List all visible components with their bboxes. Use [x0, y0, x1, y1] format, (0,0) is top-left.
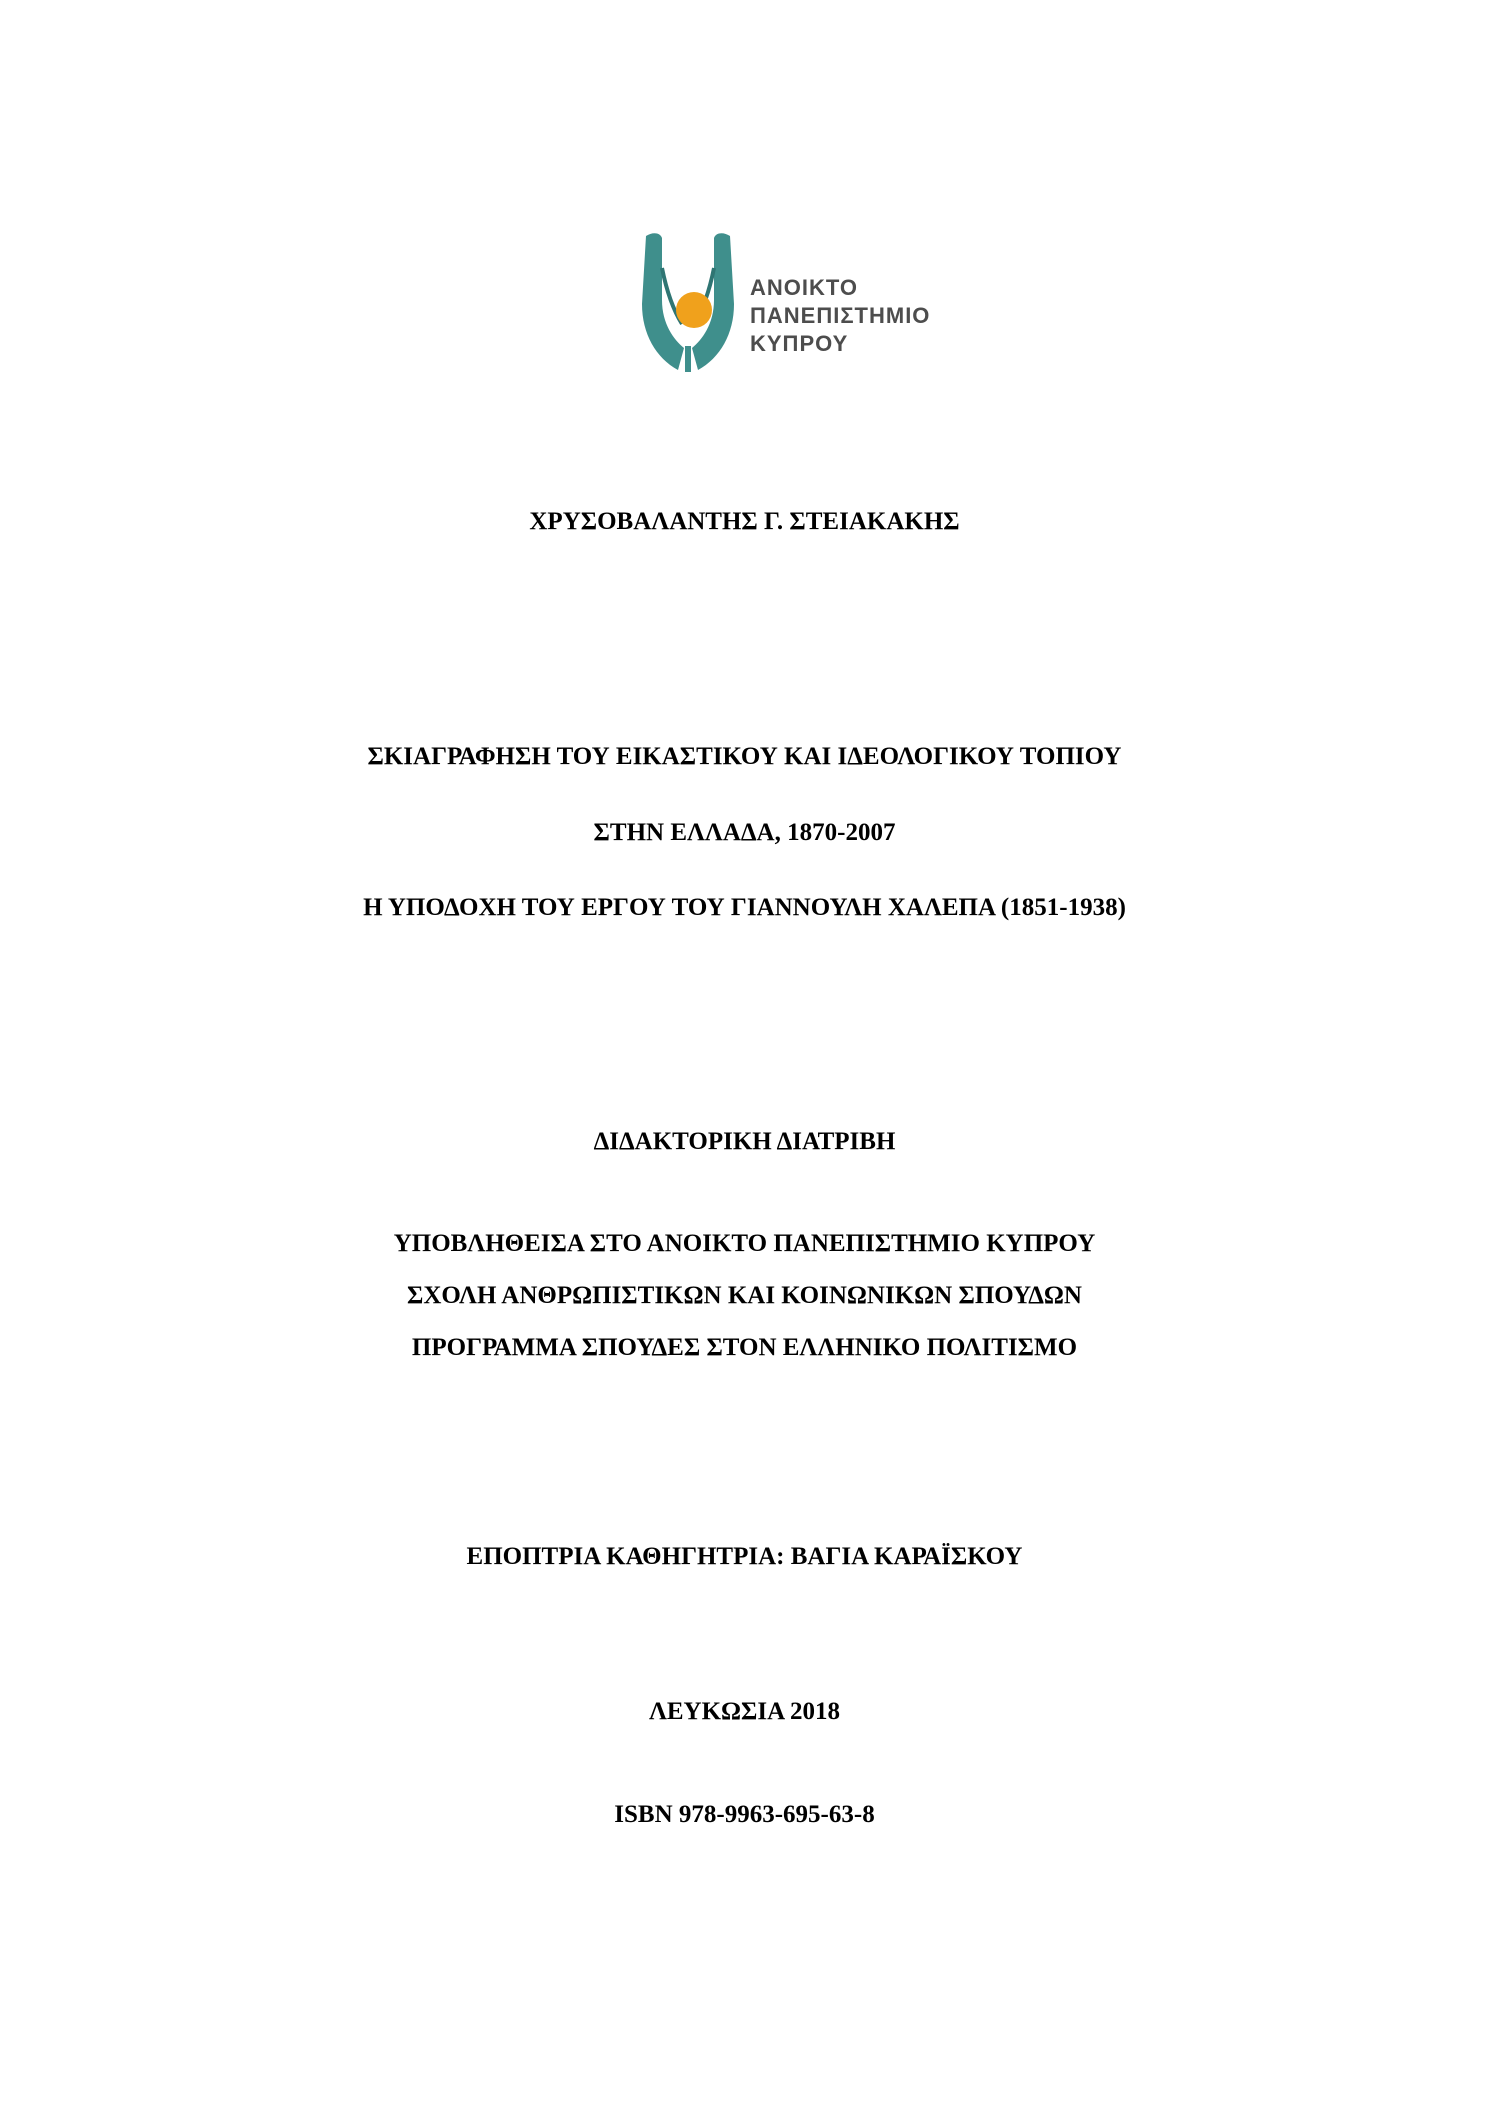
isbn: ISBN 978-9963-695-63-8 [614, 1801, 875, 1828]
logo-text-line: ΑΝΟΙΚΤΟ [750, 275, 859, 300]
supervisor: ΕΠΟΠΤΡΙΑ ΚΑΘΗΓΗΤΡΙΑ: ΒΑΓΙΑ ΚΑΡΑΪΣΚΟΥ [466, 1543, 1023, 1570]
thesis-title-line-2: ΣΤΗΝ ΕΛΛΑΔΑ, 1870-2007 [593, 819, 896, 846]
thesis-title-line-1: ΣΚΙΑΓΡΑΦΗΣΗ ΤΟΥ ΕΙΚΑΣΤΙΚΟΥ ΚΑΙ ΙΔΕΟΛΟΓΙΚΟΥ ΤΟΠΙΟΥ [367, 743, 1122, 770]
logo-text-line: ΚΥΠΡΟΥ [750, 331, 849, 356]
university-logo [638, 228, 968, 378]
submission-line-3: ΠΡΟΓΡΑΜΜΑ ΣΠΟΥΔΕΣ ΣΤΟΝ ΕΛΛΗΝΙΚΟ ΠΟΛΙΤΙΣΜΟ [411, 1334, 1078, 1361]
logo-text-line: ΠΑΝΕΠΙΣΤΗΜΙΟ [750, 303, 931, 328]
thesis-title-line-3: Η ΥΠΟΔΟΧΗ ΤΟΥ ΕΡΓΟΥ ΤΟΥ ΓΙΑΝΝΟΥΛΗ ΧΑΛΕΠΑ (1851-1938) [363, 894, 1126, 921]
university-emblem-icon [638, 228, 738, 378]
place-year: ΛΕΥΚΩΣΙΑ 2018 [648, 1698, 841, 1725]
submission-line-2: ΣΧΟΛΗ ΑΝΘΡΩΠΙΣΤΙΚΩΝ ΚΑΙ ΚΟΙΝΩΝΙΚΩΝ ΣΠΟΥΔΩΝ [407, 1282, 1082, 1309]
submission-line-1: ΥΠΟΒΛΗΘΕΙΣΑ ΣΤΟ ΑΝΟΙΚΤΟ ΠΑΝΕΠΙΣΤΗΜΙΟ ΚΥΠΡΟΥ [393, 1230, 1096, 1257]
document-type: ΔΙΔΑΚΤΟΡΙΚΗ ΔΙΑΤΡΙΒΗ [593, 1128, 896, 1155]
author-name: ΧΡΥΣΟΒΑΛΑΝΤΗΣ Γ. ΣΤΕΙΑΚΑΚΗΣ [529, 508, 960, 535]
university-logo-text [750, 274, 930, 358]
